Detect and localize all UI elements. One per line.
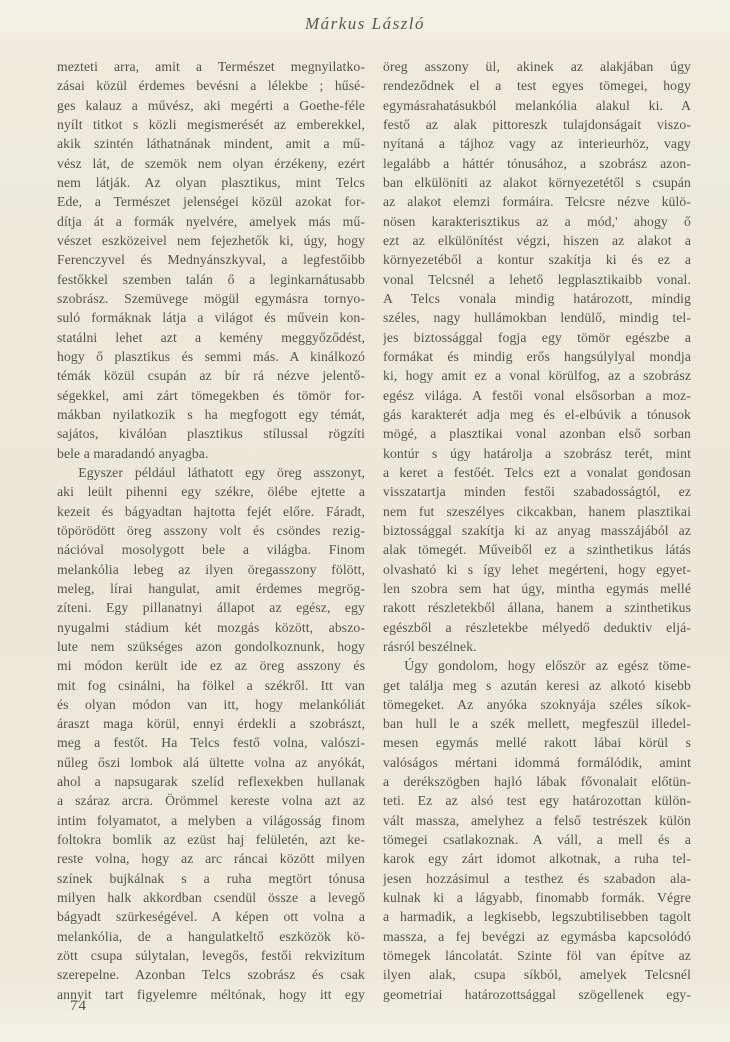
text-line: suló formáknak látja a világot és művein kon- (57, 310, 365, 326)
text-line: kontúr s úgy határolja a szobrász terét, mint (383, 445, 691, 461)
text-line: gás karakterét adja meg és el-elbúvik a tónusok (383, 406, 691, 422)
paragraph (383, 57, 691, 656)
text-line: ahol a napsugarak szelíd reflexekben hullanak (57, 774, 365, 790)
text-line: melankólia lebeg az ilyen öregasszony fölött, (57, 561, 365, 577)
text-line: vált massza, amelyhez a felső testrészek külön (383, 812, 691, 828)
text-line: egész világa. A festői vonal elsősorban a moz- (383, 387, 691, 403)
page-number: 74 (70, 998, 87, 1014)
text-line: festő az alak pittoreszk tulajdonságait viszo- (383, 116, 691, 132)
text-line: nyílt titkot s közli megismerését az emberekkel, (57, 116, 365, 132)
paragraph (57, 463, 365, 1004)
text-line: massza, a fej bevégzi az egymásba kapcsolódó (383, 928, 691, 944)
text-line: tömegeket. Az anyóka szoknyája széles síkok- (383, 696, 691, 712)
text-line: ségekkel, ami zárt tömegekben és tömör for- (57, 387, 365, 403)
text-line: aki leült pihenni egy székre, ölébe ejtette a (57, 484, 365, 500)
text-line: milyen halk akkordban csendül össze a levegő (57, 890, 365, 906)
text-line: valóságos mértani idommá formálódik, amint (383, 754, 691, 770)
text-line: nyítaná a tájhoz vagy az interieurhöz, vagy (383, 136, 691, 152)
text-line: meleg, lírai hangulat, amit érdemes megrög- (57, 580, 365, 596)
text-line: egészből a részletekbe mélyedő deduktiv eljá- (383, 619, 691, 635)
text-line: bele a maradandó anyagba. (57, 445, 209, 461)
paragraph (383, 656, 691, 1004)
text-line: A Telcs vonala mindig határozott, mindig (383, 290, 691, 306)
text-line: ezt az elkülönítést végzi, hiszen az alakot a (383, 232, 691, 248)
text-line: töpörödött öreg asszony volt és csöndes rezig- (57, 522, 365, 538)
text-line: lute nem szükséges azon gondolkoznunk, hogy (57, 638, 365, 654)
text-line: témák közül csupán az bír rá nézve jelentő- (57, 368, 365, 384)
text-line: kezeit és bágyadtan hajtotta fejét előre. Fáradt, (57, 503, 365, 519)
text-line: alak tömegét. Műveiből ez a szinthetikus látás (383, 542, 691, 558)
text-line: jesen hozzásimul a testhez és szabadon ala- (383, 870, 691, 886)
text-line: legalább a háttér tónusához, a szobrász azon- (383, 155, 691, 171)
text-line: tömegek láncolatát. Szinte föl van építve az (383, 948, 691, 964)
running-header: Márkus László (304, 14, 426, 33)
text-line: foltokra bomlik az ezüst haj felületén, azt ke- (57, 832, 365, 848)
text-line: kulnak ki a lágyabb, finomabb formák. Végre (383, 890, 691, 906)
text-line: öreg asszony ül, akinek az alakjában úgy (383, 59, 691, 74)
text-line: jes biztossággal fogja egy tömör egészbe a (383, 329, 691, 345)
text-line: ki, hogy amit ez a vonal körülfog, az a szobrász (383, 368, 691, 384)
text-line: zásai közül érdemes bevésni a lélekbe ; hűsé- (57, 78, 365, 94)
text-line: teti. Ez az alsó test egy határozottan külön- (383, 793, 691, 809)
text-line: rendeződnek el a test egyes tömegei, hogy (383, 78, 691, 94)
text-line: dítja át a formák nyelvére, amelyek más mű- (57, 213, 365, 229)
text-line: bágyadt szürkeségével. A képen ott volna a (57, 909, 365, 925)
text-line: visszatartja minden festői szabadosságtól, ez (383, 484, 691, 500)
text-line: tömegei csatlakoznak. A váll, a mell és a (383, 832, 691, 848)
text-line: nem fut szeszélyes cikcakban, hanem plasztikai (383, 503, 691, 519)
text-line: sajátos, kiválóan plasztikus stílussal rögzíti (57, 426, 365, 442)
text-line: színek bujkálnak s a ruha megtört tónusa (57, 870, 365, 886)
text-line: ban elkülöníti az alakot környezetétől s csupán (383, 174, 691, 190)
text-line: a száraz arcra. Örömmel kereste volna azt az (57, 793, 365, 809)
text-line: rásról beszélnek. (383, 638, 477, 654)
text-line: mesen egymás mellé rakott lábai körül s (383, 735, 691, 751)
text-line: olvasható ki s így lehet megérteni, hogy egyet- (383, 561, 691, 577)
text-line: egymásrahatásukból melankólia alakul ki. A (383, 97, 691, 113)
text-line: formákat és mindig erős hangsúlylyal mondja (383, 348, 691, 364)
text-line: a harmadik, a legkisebb, legszubtilisebben tagolt (383, 909, 691, 925)
text-line: mögé, a plasztikai vonal azonban első sorban (383, 426, 691, 442)
text-line: statálni lehet azt a kemény meggyőződést, (57, 329, 365, 345)
text-line: Ede, a Természet jelenségei közül azokat for- (57, 194, 365, 210)
text-line: festőkkel szemben talán ő a leginkarnátusabb (57, 271, 365, 287)
text-line: ges kalauz a művész, aki megérti a Goethe-féle (57, 97, 365, 113)
text-line: nyugalmi stádium két mozgás között, abszo- (57, 619, 365, 635)
text-line: mi módon került ide ez az öreg asszony és (57, 658, 365, 674)
text-line: akik szintén láthatnának mindent, amit a mű- (57, 136, 365, 152)
text-line: zíteni. Egy pillanatnyi állapot az egész, egy (57, 600, 365, 616)
text-line: biztossággal szakítja ki az anyag masszájából az (383, 522, 691, 538)
text-line: annyit tart figyelemre méltónak, hogy itt egy (57, 986, 365, 1002)
text-line: nációval mosolygott bele a világba. Finom (57, 542, 365, 558)
text-line: len szobra sem hat úgy, mintha egymás mellé (383, 580, 691, 596)
text-line: nösen karakterisztikus az a mód,' ahogy ő (383, 213, 691, 229)
text-line: szobrász. Szemüvege mögül egymásra tornyo- (57, 290, 365, 306)
text-line: hogy ő plasztikus és semmi más. A kinálkozó (57, 348, 365, 364)
text-line: nem látják. Az olyan plasztikus, mint Telcs (57, 174, 365, 190)
text-line: rakott részletekből állana, hanem a szinthetikus (383, 600, 691, 616)
text-line: geometriai határozottsággal szögellenek egy- (383, 986, 691, 1002)
text-column-right (383, 57, 691, 1004)
text-line: karok egy zárt idomot alkotnak, a ruha tel- (383, 851, 691, 867)
text-line: get találja meg s azután keresi az alkotó kisebb (383, 677, 691, 693)
text-line: ilyen alak, csupa síkból, amelyek Telcsnél (383, 967, 691, 983)
text-line: Egyszer például láthatott egy öreg asszonyt, (78, 464, 365, 480)
text-line: mit fog csinálni, ha fölkel a székről. Itt van (57, 677, 365, 693)
text-line: nűleg őszi lombok alá ültette volna az anyókát, (57, 754, 365, 770)
text-line: intim folyamatot, a melyben a világosság finom (57, 812, 365, 828)
text-line: vészet eszközeivel nem fejezhetők ki, úgy, hogy (57, 232, 365, 248)
text-line: reste volna, hogy az arc ráncai között milyen (57, 851, 365, 867)
paragraph (57, 57, 365, 463)
text-column-left (57, 57, 365, 1004)
text-line: melankólia, de a hangulatkeltő eszközök kö- (57, 928, 365, 944)
text-line: szerepelne. Azonban Telcs szobrász és csak (57, 967, 365, 983)
text-line: meg a festőt. Ha Telcs festő volna, valószi- (57, 735, 365, 751)
text-line: széles, nagy hullámokban lendülő, mindig tel- (383, 310, 691, 326)
text-line: vonal Telcsnél a lehető legplasztikaibb vonal. (383, 271, 691, 287)
text-line: a keret a festőét. Telcs ezt a vonalat gondosan (383, 464, 691, 480)
text-line: a derékszögben hajló lábak fővonalait előtün- (383, 774, 691, 790)
text-line: Úgy gondolom, hogy először az egész töme- (404, 658, 691, 674)
text-line: mezteti arra, amit a Természet megnyilatko- (57, 59, 365, 74)
text-line: ban hull le a szék mellett, megfeszül illedel- (383, 716, 691, 732)
text-line: mákban nyilatkozik s ha megfogott egy témát, (57, 406, 365, 422)
text-line: környezetéből a kontur szakítja ki és ez a (383, 252, 691, 268)
text-line: zött csupa súlytalan, levegős, festői rekvizitum (57, 948, 365, 964)
text-line: az alakot elemzi formáira. Telcsre nézve külö- (383, 194, 691, 210)
text-line: vész lát, de szemök nem olyan érzékeny, ezért (57, 155, 365, 171)
text-line: és olyan módon van itt, hogy melankóliát (57, 696, 365, 712)
text-line: Ferenczyvel és Mednyánszkyval, a legfestőibb (57, 252, 365, 268)
text-line: áraszt maga körül, ennyi érdekli a szobrászt, (57, 716, 365, 732)
